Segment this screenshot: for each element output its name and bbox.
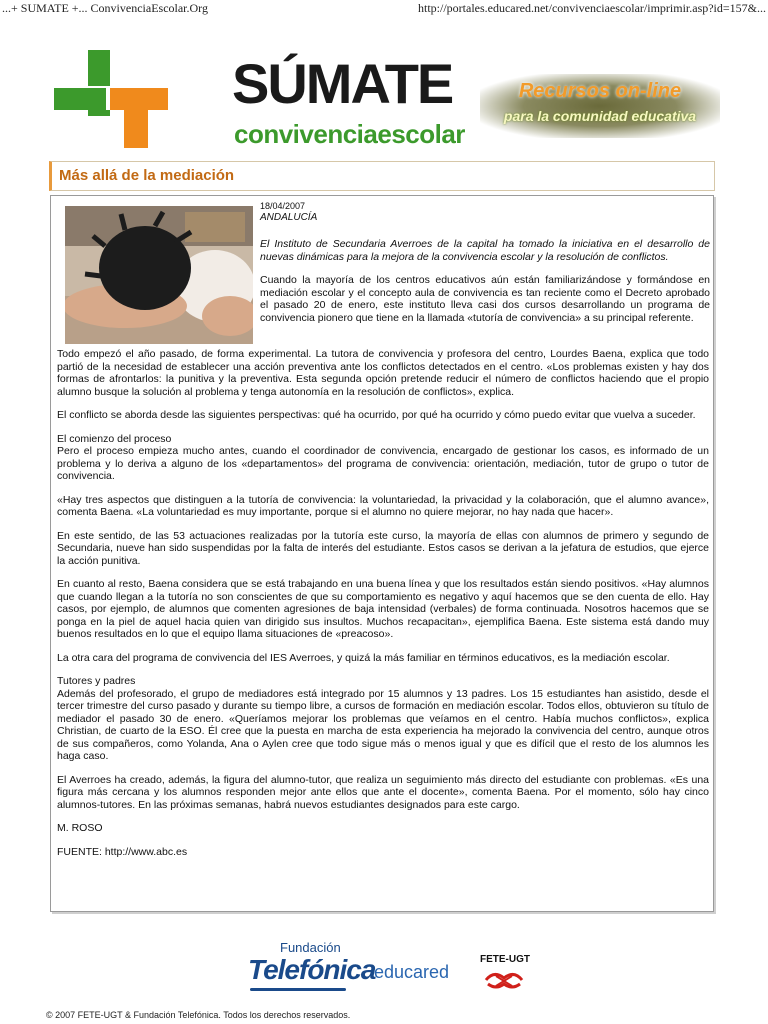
article-title: Más allá de la mediación — [59, 167, 235, 184]
sponsor-logos — [240, 940, 540, 996]
intro-paragraph: Cuando la mayoría de los centros educativos aún están familiarizándose y formándose en mediación escolar y el concepto aula de convivencia es tan reciente como el Decreto aprobado el pasado 20 de enero, este instituto lleva casi dos cursos desarrollando un programa de convivencia pionero que tiene en la llamada «tutoría de convivencia» a su principal referente. — [260, 274, 710, 324]
body-paragraph: «Hay tres aspectos que distinguen a la tutoría de convivencia: la voluntariedad, la privacidad y la colaboración, que el alumno avance», comenta Baena. «La voluntariedad es muy importante, porque si el alumno no quiere mejorar, no hay nada que hacer». — [57, 493, 709, 518]
fundacion-label: Fundación — [280, 940, 341, 955]
brand-subtitle: convivenciaescolar — [234, 119, 465, 149]
telefonica-logo[interactable]: Telefónica — [248, 954, 376, 985]
print-header — [0, 0, 768, 16]
body-paragraph: El conflicto se aborda desde las siguientes perspectivas: qué ha ocurrido, por qué ha ocurrido y cómo puedo evitar que vuelva a suceder. — [57, 409, 696, 421]
student-photo-image — [65, 206, 253, 344]
site-banner — [48, 40, 720, 160]
source-line: FUENTE: http://www.abc.es — [57, 845, 188, 858]
print-header-title: ...+ SUMATE +... ConvivenciaEscolar.Org — [2, 1, 208, 15]
recursos-line-1: Recursos on-line — [518, 80, 682, 102]
telefonica-underline — [250, 988, 346, 991]
recursos-line-2: para la comunidad educativa — [503, 108, 697, 124]
brand-title: SÚMATE — [232, 52, 453, 115]
recursos-online-badge[interactable] — [480, 74, 720, 138]
body-paragraph: En cuanto al resto, Baena considera que se está trabajando en una buena línea y que los resultados están siendo positivos. «Hay alumnos que cuando llegan a la tutoría no son conscientes de que su comportamiento es negativo y aquí hacemos que se den cuenta de ello. Hay casos, por ejemplo, de alumnos que comenten agresiones de baja intensidad (verbales) de forma continuada. Nosotros hacemos que se ponga en la piel de aquel hacia quien van dirigido sus insultos. Muchos recapacitan», ejemplifica Baena. Este sistema está dando muy buenos resultados en lo que el equipo llama situaciones de «preacoso». — [57, 578, 709, 640]
article-box — [50, 195, 714, 912]
article-date: 18/04/2007 — [260, 201, 306, 211]
fete-ugt-label: FETE-UGT — [480, 954, 530, 965]
educared-logo[interactable]: educared — [374, 962, 450, 982]
body-paragraph: Tutores y padres Además del profesorado, el grupo de mediadores está integrado por 15 alumnos y 13 padres. Los 15 estudiantes han asistido, desde el tercer trimestre del curso pasado y durante su tiempo libre, a cursos de formación en mediación escolar. Todos ellos, obtuvieron su título de mediador el pasado 30 de enero. «Queríamos mejorar los problemas que veíamos en el centro. Había muchos conflictos», explica Christian, de cuarto de la ESO. Él cree que la puesta en marcha de esta experiencia ha mejorado la convivencia del centro, aunque otros de sus compañeros, como Yolanda, Ana o Aylen cree que todo sigue más o menos igual y que es difícil que el resto de los alumnos les haga caso. — [57, 675, 709, 762]
article-region: ANDALUCÍA — [260, 212, 318, 223]
author-signature: M. ROSO — [57, 822, 103, 834]
lead-paragraph: El Instituto de Secundaria Averroes de la capital ha tomado la iniciativa en el desarrollo de nuevas dinámicas para la mejora de la convivencia escolar y la resolución de conflictos. — [260, 238, 710, 263]
body-paragraph: La otra cara del programa de convivencia del IES Averroes, y quizá la más familiar en términos educativos, es la mediación escolar. — [57, 651, 670, 664]
article-meta — [260, 201, 710, 223]
body-paragraph: Todo empezó el año pasado, de forma experimental. La tutora de convivencia y profesora del centro, Lourdes Baena, explica que todo partió de la necesidad de establecer una acción preventiva ante los conflictos detectados en el centro. «Los problemas existen y hay dos formas de afrontarlos: la punitiva y la preventiva. Esta segunda opción pretende reducir el número de conflictos haciendo que el propio alumno busque la solución al problema y tenga autonomía en la resolución de conflictos», explica. — [57, 348, 709, 398]
article-lead — [260, 238, 710, 335]
sumate-plus-logo-icon — [50, 46, 170, 151]
body-paragraph: En este sentido, de las 53 actuaciones realizadas por la tutoría este curso, la mayoría de ellas con alumnos de primero y segundo de Secundaria, nueve han sido suspendidas por la falta de interés del estudiante. Estos casos se derivan a la jefatura de estudios, que ejerce la acción punitiva. — [57, 529, 709, 567]
article-body — [57, 348, 709, 869]
body-paragraph: El Averroes ha creado, además, la figura del alumno-tutor, que realiza un seguimiento más directo del estudiante con problemas. «Es una figura más cercana y los alumnos responden mejor ante ellos que ante el docente», comenta Baena. Por el momento, sólo hay cinco alumnos-tutores. En las próximas semanas, habrá nuevos estudiantes designados para este cargo. — [57, 773, 709, 811]
handshake-icon[interactable] — [484, 966, 524, 992]
print-header-url: http://portales.educared.net/convivenciaescolar/imprimir.asp?id=157&... — [418, 1, 766, 15]
body-paragraph: El comienzo del proceso Pero el proceso empieza mucho antes, cuando el coordinador de convivencia, encargado de gestionar los casos, es informado de un problema y lo deriva a alguno de los «departamentos» del programa de convivencia: orientación, mediación, tutor de grupo o tutor de convivencia. — [57, 432, 709, 482]
article-title-bar — [49, 161, 715, 191]
copyright-text: © 2007 FETE-UGT & Fundación Telefónica. Todos los derechos reservados. — [46, 1010, 351, 1020]
